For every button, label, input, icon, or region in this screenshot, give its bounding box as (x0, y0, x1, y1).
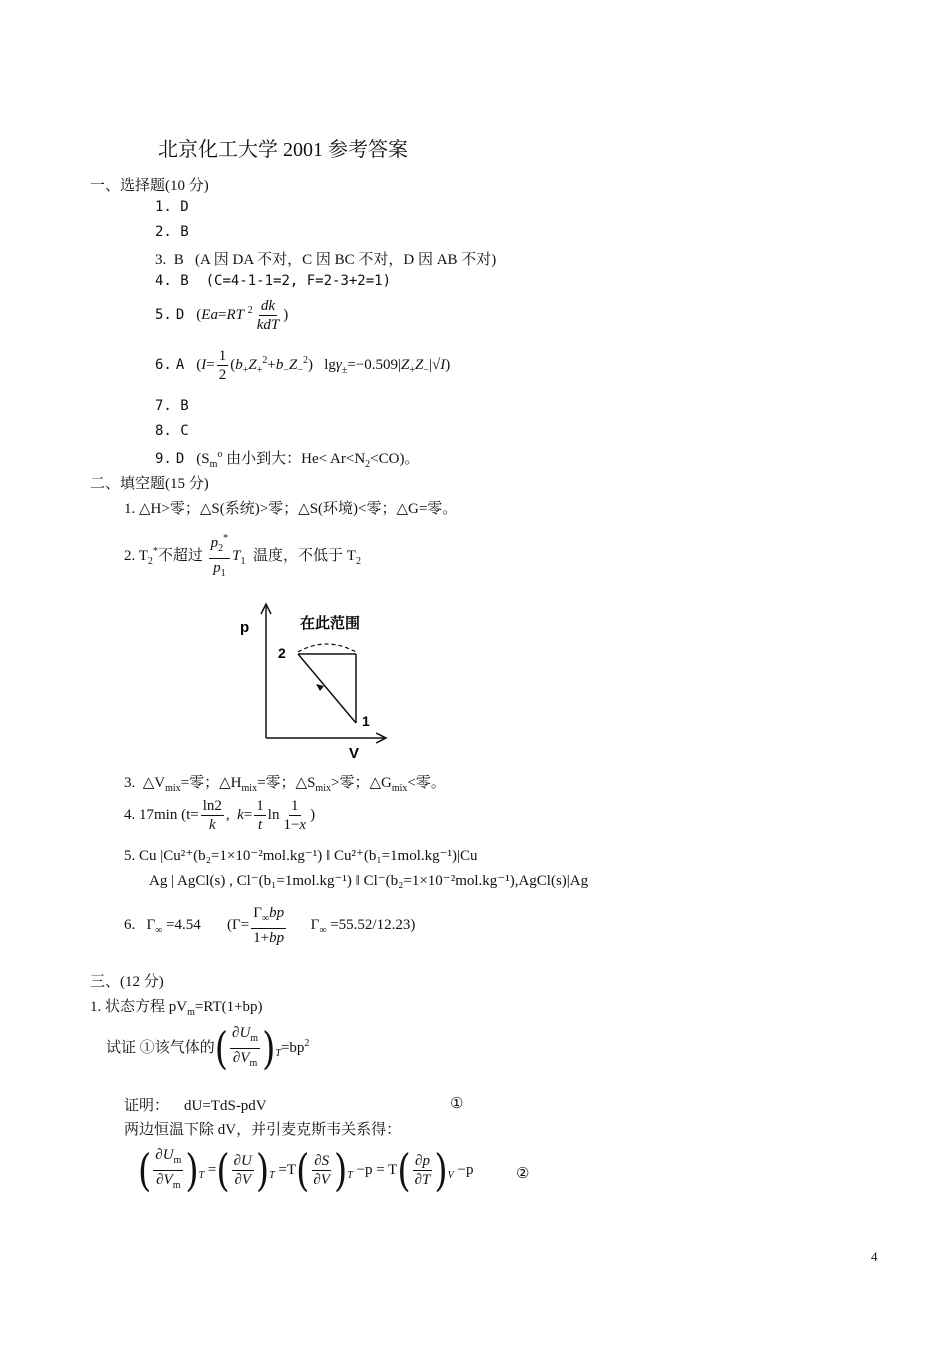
list-item: 2. B (155, 224, 189, 240)
section-heading: 三、(12 分) (90, 974, 164, 990)
list-item: 3. B (A 因 DA 不对，C 因 BC 不对，D 因 AB 不对) (155, 252, 497, 268)
maxwell-equation: ( $\frac{\partial U_m}{\partial V_m}$ )$_T$ =( $\frac{\partial U}{\partial V}$ )$_T =T$( $\frac{\partial S}{\partial V}$ )$_T -p = T$( $\frac{\partial p}{\partial T}$ )$_V -p$ (138, 1144, 474, 1197)
list-item: 5. D (Ea=RT $^2$ $\frac{dk}{\text{kdT}}$ ) (155, 298, 289, 333)
list-item: Ag | AgCl(s) , Cl⁻(b₁=1mol.kg⁻¹) ‖ Cl⁻(b₂=1×10⁻²mol.kg⁻¹),AgCl(s)|Ag (149, 873, 589, 889)
axis-label-p: p (240, 619, 250, 636)
point-label-1: 1 (362, 713, 370, 729)
list-item: 1. △H>零；△S(系统)>零；△S(环境)<零；△G=零。 (124, 501, 458, 517)
paragraph: 证明： dU=TdS-pdV (124, 1098, 267, 1114)
list-item: 2. $T_2^*$不超过 $\frac{p_2^*}{p_1}$ $T_1$ 温度，不低于 $T_2$ (124, 530, 361, 583)
list-item: 9. D ($S_m^o$ 由小到大：$He< Ar<N_2<CO$)。 (155, 449, 420, 470)
paragraph: 1. 状态方程 $pV_m=RT(1+bp)$ (90, 999, 263, 1018)
list-item: 4. 17min (t= $\frac{\ln 2}{k}$ , k= $\frac{1}{t}$ ln $\frac{1}{1-x}$ ) (124, 798, 316, 833)
section-heading: 一、选择题(10 分) (90, 178, 209, 194)
formula-ionic-strength: (I= $\frac{1}{2}$ $(b_+Z_+^2+b_-Z_-^2)$ $\lg\gamma_\pm=-0.509|Z_+Z_-|√I$) (196, 348, 451, 383)
equation-number: ① (450, 1096, 464, 1112)
page-title: 北京化工大学 2001 参考答案 (158, 139, 408, 161)
list-item: 6. $\Gamma_\infty =4.54$ (Γ= $\frac{\Gamma_\infty bp}{1+bp}$ $\Gamma_\infty =55.52/12.23$) (124, 905, 416, 946)
list-item: 7. B (155, 398, 189, 414)
list-item: 3. $\triangle V_{mix}=$零；$\triangle H_{mix}=$零；$\triangle S_{mix}>$零；$\triangle G_{mix}<$零。 (124, 775, 446, 794)
pv-diagram (236, 598, 396, 763)
axis-label-v: V (349, 745, 360, 762)
paragraph: 试证 ①该气体的( $\frac{\partial U_m}{\partial V_m}$ )$_T=bp^2$ (106, 1022, 310, 1075)
list-item: 1. D (155, 199, 189, 215)
list-item: 4. B (C=4-1-1=2, F=2-3+2=1) (155, 273, 392, 289)
range-annotation: 在此范围 (300, 614, 361, 632)
point-label-2: 2 (278, 645, 286, 661)
paragraph: 两边恒温下除 dV，并引麦克斯韦关系得： (124, 1122, 402, 1138)
formula-arrhenius: (Ea=RT $^2$ $\frac{dk}{\text{kdT}}$ ) (196, 298, 289, 333)
section-heading: 二、填空题(15 分) (90, 476, 209, 492)
equation-number: ② (516, 1166, 530, 1182)
list-item: 8. C (155, 423, 189, 439)
list-item: 5. Cu |Cu²⁺(b₂=1×10⁻²mol.kg⁻¹) ‖ Cu²⁺(b₁=1mol.kg⁻¹)|Cu (124, 848, 478, 864)
page-number: 4 (871, 1249, 878, 1264)
list-item: 6. A (I= $\frac{1}{2}$ $(b_+Z_+^2+b_-Z_-^2)$ $\lg\gamma_\pm=-0.509|Z_+Z_-|√I$) (155, 348, 451, 383)
